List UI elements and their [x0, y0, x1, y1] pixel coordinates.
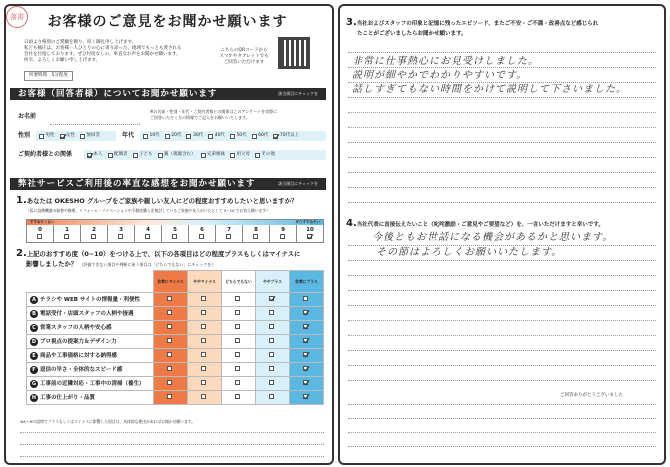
q3-answer-line: 説明が細やかでわかりやすいです。 — [352, 70, 528, 81]
option-label: 男性 — [45, 133, 55, 138]
scale-option[interactable] — [243, 225, 270, 243]
answer-line — [348, 446, 656, 447]
rating-cell[interactable] — [256, 293, 290, 307]
section-title: 弊社サービスご利用後の率直な感想をお聞かせ願います — [18, 179, 256, 189]
item-letter-badge: C — [30, 324, 38, 332]
relation-option[interactable] — [108, 152, 128, 158]
option-label: 兄弟姉妹 — [207, 152, 225, 157]
q2-question: 上記のおすすめ度（0~10）をつける上で、以下の各項目はどの程度プラスもしくはマイナスに — [26, 250, 301, 258]
rating-cell[interactable] — [188, 377, 222, 391]
checkbox[interactable] — [201, 296, 206, 301]
item-text: 工事前の近隣対応・工事中の清掃（養生） — [40, 380, 145, 387]
option-label: 配偶者 — [114, 152, 128, 157]
checkbox[interactable] — [167, 394, 172, 399]
checkbox[interactable] — [303, 352, 308, 357]
checkbox[interactable] — [108, 153, 113, 158]
name-note-line: ※お名前・性別・年代・ご契約者様との関係はこのアンケートを実際に — [150, 109, 278, 114]
checkbox[interactable] — [235, 380, 240, 385]
rating-cell[interactable] — [154, 307, 188, 321]
checkbox[interactable] — [87, 153, 92, 158]
rating-cell[interactable] — [256, 321, 290, 335]
checkbox[interactable] — [167, 366, 172, 371]
rating-cell[interactable] — [256, 391, 290, 405]
rating-cell[interactable] — [188, 363, 222, 377]
relation-label: ご契約者様との関係 — [18, 151, 73, 158]
name-note-line: ご回答いただく方の情報でご記入をお願いいたします。 — [150, 115, 250, 120]
scale-option[interactable] — [216, 225, 243, 243]
answer-line — [348, 380, 656, 381]
option-label: 10代 — [149, 133, 160, 138]
item-letter-badge: E — [30, 352, 38, 360]
checkbox[interactable] — [80, 134, 85, 139]
item-label — [27, 335, 154, 349]
answer-line — [348, 290, 656, 291]
rating-cell[interactable] — [222, 363, 256, 377]
checkbox[interactable] — [280, 234, 285, 239]
recommend-scale — [26, 219, 324, 243]
checkbox[interactable] — [235, 352, 240, 357]
intro-line: 私ども桶庄は、お客様一人ひとりの心に寄り添った、地域でもっとも愛される — [24, 46, 182, 51]
rating-cell[interactable] — [290, 363, 324, 377]
rating-cell[interactable] — [290, 391, 324, 405]
checkbox[interactable] — [269, 366, 274, 371]
checkbox[interactable] — [145, 234, 150, 239]
gender-option[interactable] — [80, 133, 100, 139]
q4-answer-line: その節はよろしくお願いいたします。 — [376, 247, 563, 258]
checkbox[interactable] — [158, 153, 163, 158]
item-text: プロ視点の提案力＆デザイン力 — [40, 338, 117, 345]
column-header: どちらでもない — [222, 271, 256, 293]
column-header: ややプラス — [256, 271, 290, 293]
table-row — [27, 377, 324, 391]
item-text: 営業スタッフの人柄や安心感 — [40, 324, 112, 331]
page-title: お客様のご意見をお聞かせ願います — [47, 14, 288, 30]
scale-option[interactable] — [297, 225, 323, 243]
rating-cell[interactable] — [222, 293, 256, 307]
gender-options — [36, 131, 116, 141]
rating-cell[interactable] — [222, 335, 256, 349]
option-label: 親（義親含む） — [164, 152, 196, 157]
rating-cell[interactable] — [256, 335, 290, 349]
checkbox[interactable] — [167, 352, 172, 357]
scale-low-label: すすめたくない — [30, 220, 55, 224]
item-text: 商品や工事価格に対する納得感 — [40, 352, 118, 359]
scale-option[interactable] — [81, 225, 108, 243]
option-label: 無回答 — [86, 133, 100, 138]
rating-cell[interactable] — [256, 307, 290, 321]
q4-question: 当社代表に直接伝えたいこと（叱咤激励・ご意見やご要望など）を、一言いただけますと幸いです。 — [356, 222, 604, 228]
scale-number: 5 — [173, 227, 177, 233]
scale-option[interactable] — [189, 225, 216, 243]
relation-option[interactable] — [158, 152, 196, 158]
item-label — [27, 293, 154, 307]
scale-option[interactable] — [135, 225, 162, 243]
option-label: 50代 — [236, 133, 247, 138]
rating-cell[interactable] — [256, 349, 290, 363]
checkbox[interactable] — [167, 380, 172, 385]
item-letter-badge: F — [30, 366, 38, 374]
thanks-text: ご回答ありがとうございました — [560, 393, 623, 398]
answer-line — [348, 187, 656, 188]
checkbox[interactable] — [118, 234, 123, 239]
q4-answer-line: 今後ともお世話になる機会があるかと思います。 — [372, 232, 614, 243]
relation-option[interactable] — [133, 152, 153, 158]
checkbox[interactable] — [165, 134, 170, 139]
relation-option[interactable] — [255, 152, 275, 158]
checkbox[interactable] — [64, 234, 69, 239]
rating-cell[interactable] — [154, 293, 188, 307]
relation-options — [84, 150, 326, 160]
rating-cell[interactable] — [256, 363, 290, 377]
age-option[interactable] — [208, 133, 225, 139]
checkbox[interactable] — [269, 380, 274, 385]
q1-text — [16, 196, 331, 206]
name-label: お名前 — [18, 113, 37, 120]
checkbox[interactable] — [133, 153, 138, 158]
checkbox[interactable] — [269, 296, 274, 301]
rating-cell[interactable] — [154, 321, 188, 335]
answer-line — [348, 127, 656, 128]
item-label — [27, 363, 154, 377]
option-label: 女性 — [66, 133, 75, 138]
checkbox[interactable] — [201, 153, 206, 158]
checkbox[interactable] — [235, 338, 240, 343]
stamp-text: 落書 — [10, 13, 24, 21]
checkbox[interactable] — [235, 310, 240, 315]
column-header: 非常にプラス — [290, 271, 324, 293]
rating-cell[interactable] — [290, 293, 324, 307]
rating-cell[interactable] — [290, 349, 324, 363]
section-header-service — [10, 178, 326, 190]
q3-text2: たことがございましたらお聞かせ願います。 — [357, 31, 467, 37]
rating-cell[interactable] — [290, 377, 324, 391]
rating-cell[interactable] — [188, 307, 222, 321]
column-header: 非常にマイナス — [154, 271, 188, 293]
intro-line: 会社を目指しております。ぜひ忖度なしの、率直なお声をお聞かせ願います。 — [24, 52, 181, 57]
checkbox[interactable] — [91, 234, 96, 239]
checkbox[interactable] — [201, 310, 206, 315]
item-letter-badge: D — [31, 338, 37, 345]
rating-cell[interactable] — [222, 321, 256, 335]
section-note: 該当項目にチェックを — [278, 181, 318, 186]
checkbox[interactable] — [37, 234, 42, 239]
q1-number: 1. — [16, 195, 27, 206]
scale-number: 3 — [119, 227, 123, 233]
scale-number: 4 — [146, 227, 150, 233]
section-title: お客様（回答者様）についてお聞かせ願います — [18, 89, 218, 99]
checkbox[interactable] — [39, 134, 44, 139]
scale-number: 7 — [227, 227, 231, 233]
rating-cell[interactable] — [154, 363, 188, 377]
rating-cell[interactable] — [290, 335, 324, 349]
option-label: 60代 — [258, 133, 269, 138]
checkbox[interactable] — [201, 352, 206, 357]
scale-number: 2 — [92, 227, 96, 233]
age-option[interactable] — [252, 133, 269, 139]
rating-cell[interactable] — [222, 349, 256, 363]
intro-line: 何卒、よろしくお願い申し上げます。 — [24, 58, 101, 63]
answer-line — [348, 335, 656, 336]
option-label: その他 — [261, 152, 275, 157]
answer-line — [348, 275, 656, 276]
checkbox[interactable] — [230, 134, 235, 139]
checkbox[interactable] — [269, 324, 274, 329]
item-label — [27, 321, 154, 335]
name-note — [150, 109, 277, 121]
q3-question: 当社およびスタッフの印象と記憶に残ったエピソード、またご不安・ご不満・改善点など感じられ — [356, 21, 599, 27]
rating-cell[interactable] — [188, 391, 222, 405]
item-text: 返信の早さ・全体的なスピード感 — [40, 366, 123, 373]
answer-line — [348, 432, 656, 433]
scale-option[interactable] — [270, 225, 297, 243]
option-label: 70代以上 — [279, 133, 300, 138]
checkbox[interactable] — [230, 153, 235, 158]
q2-note: ※A～Hの設問でプラスもしくはマイナスに影響した項目は、具体的な理由があればお聞かせ願います。 — [20, 419, 196, 424]
q2-text2 — [26, 260, 215, 269]
rating-cell[interactable] — [256, 377, 290, 391]
checkbox[interactable] — [269, 338, 274, 343]
checkbox[interactable] — [252, 134, 257, 139]
q3-answer-line: 話しすぎてもない時間をかけて説明して下さいました。 — [352, 84, 627, 95]
rating-cell[interactable] — [154, 391, 188, 405]
column-header: ややマイナス — [188, 271, 222, 293]
checkbox[interactable] — [201, 338, 206, 343]
q2-number: 2. — [16, 248, 27, 259]
answer-line — [348, 202, 656, 203]
rating-cell[interactable] — [188, 321, 222, 335]
qr-code[interactable] — [278, 37, 310, 69]
item-text: チラシや WEB サイトの情報量・利便性 — [40, 296, 140, 303]
option-label: 本人 — [93, 152, 103, 157]
qr-caption-line: スマホやタブレットでも — [219, 54, 269, 59]
answer-line — [348, 305, 656, 306]
age-option[interactable] — [186, 133, 203, 139]
option-label: 20代 — [171, 133, 182, 138]
option-label: 30代 — [192, 133, 204, 138]
table-row — [27, 335, 324, 349]
item-label — [27, 391, 154, 405]
relation-option[interactable] — [230, 152, 250, 158]
checkbox[interactable] — [201, 366, 206, 371]
checkbox[interactable] — [201, 380, 206, 385]
checkbox[interactable] — [303, 296, 308, 301]
q1-sub: （仮に設備機器の取替や修理、リフォーム・リノベーションや不動産購入を検討しているご家族や友人がいたとして 0~10 でお答え願います） — [26, 208, 270, 213]
answer-line — [348, 97, 656, 98]
intro-line: 日頃より格別のご愛顧を賜り、厚く御礼申し上げます。 — [24, 40, 137, 45]
answer-line — [20, 432, 324, 433]
checkbox[interactable] — [167, 296, 172, 301]
checkbox[interactable] — [269, 394, 274, 399]
item-text: 電話受付・店頭スタッフの人柄や接遇 — [40, 310, 134, 317]
q2-sub: （評価できない項目や判断に迷う項目は「どちらでもない」にチェックを） — [79, 262, 216, 267]
table-row — [27, 349, 324, 363]
q2-question-2: 影響しましたか？ — [26, 260, 78, 268]
checkbox[interactable] — [172, 234, 177, 239]
rating-cell[interactable] — [154, 377, 188, 391]
answer-line — [348, 112, 656, 113]
rating-cell[interactable] — [188, 335, 222, 349]
relation-option[interactable] — [201, 152, 226, 158]
rating-cell[interactable] — [222, 377, 256, 391]
answer-line — [348, 418, 656, 419]
checkbox[interactable] — [307, 234, 312, 239]
gender-label: 性別 — [18, 132, 31, 139]
influence-table — [26, 270, 324, 405]
scale-option[interactable] — [54, 225, 81, 243]
checkbox[interactable] — [303, 394, 308, 399]
checkbox[interactable] — [303, 310, 308, 315]
relation-option[interactable] — [87, 152, 103, 158]
rating-cell[interactable] — [222, 307, 256, 321]
checkbox[interactable] — [269, 310, 274, 315]
checkbox[interactable] — [269, 352, 274, 357]
rating-cell[interactable] — [290, 321, 324, 335]
option-label: 祖父母 — [236, 152, 250, 157]
intro-text — [24, 40, 214, 64]
age-option[interactable] — [143, 133, 160, 139]
qr-caption — [215, 48, 273, 66]
scale-number: 9 — [281, 227, 285, 233]
rating-cell[interactable] — [222, 391, 256, 405]
checkbox[interactable] — [235, 366, 240, 371]
gender-option[interactable] — [39, 133, 55, 139]
option-label: 40代 — [214, 133, 225, 138]
qr-caption-line: こちらのQRコードから — [220, 48, 268, 53]
section-note: 該当項目にチェックを — [278, 91, 318, 96]
age-label: 年代 — [122, 132, 135, 139]
checkbox[interactable] — [199, 234, 204, 239]
table-row — [27, 307, 324, 321]
rating-cell[interactable] — [154, 335, 188, 349]
rating-cell[interactable] — [154, 349, 188, 363]
item-label — [27, 377, 154, 391]
checkbox[interactable] — [143, 134, 148, 139]
checkbox[interactable] — [226, 234, 231, 239]
age-option[interactable] — [230, 133, 247, 139]
q4-number: 4. — [346, 218, 357, 229]
item-letter-badge: B — [30, 310, 38, 318]
checkbox[interactable] — [303, 366, 308, 371]
item-letter-badge: G — [31, 380, 37, 387]
scale-number: 10 — [306, 227, 314, 233]
section-header-respondent — [10, 88, 326, 100]
answer-line — [348, 52, 656, 53]
answer-line — [20, 444, 324, 445]
checkbox[interactable] — [186, 134, 191, 139]
checkbox[interactable] — [235, 394, 240, 399]
answer-line — [348, 350, 656, 351]
answer-line — [348, 320, 656, 321]
header-blank — [27, 271, 154, 293]
answer-line — [348, 365, 656, 366]
answer-line — [348, 157, 656, 158]
rating-cell[interactable] — [188, 349, 222, 363]
q3-text — [346, 18, 598, 29]
checkbox[interactable] — [201, 324, 206, 329]
checkbox[interactable] — [201, 394, 206, 399]
item-letter-badge: H — [31, 394, 37, 401]
name-line — [50, 124, 140, 125]
checkbox[interactable] — [235, 296, 240, 301]
checkbox[interactable] — [167, 324, 172, 329]
q1-question: あなたは OKESHO グループをご家族や親しい友人にどの程度おすすめしたいと思いますか？ — [26, 197, 298, 205]
checkbox[interactable] — [273, 134, 278, 139]
answer-line — [348, 260, 656, 261]
q3-answer-line: 非常に仕事熱心にお見受けしました。 — [352, 56, 539, 67]
gender-option[interactable] — [60, 133, 76, 139]
item-letter-badge: A — [30, 296, 38, 304]
table-row — [27, 321, 324, 335]
checkbox[interactable] — [253, 234, 258, 239]
checkbox[interactable] — [235, 324, 240, 329]
time-required: 所要時間 5分程度 — [24, 71, 73, 81]
rating-cell[interactable] — [290, 307, 324, 321]
answer-line — [20, 456, 324, 457]
age-option[interactable] — [165, 133, 182, 139]
option-label: 子ども — [139, 152, 153, 157]
answer-line — [348, 404, 656, 405]
scale-option[interactable] — [108, 225, 135, 243]
table-row — [27, 293, 324, 307]
checkbox[interactable] — [60, 134, 65, 139]
answer-line — [348, 142, 656, 143]
qr-caption-line: ご回答いただけます — [223, 60, 265, 65]
rating-cell[interactable] — [188, 293, 222, 307]
scale-option[interactable] — [162, 225, 189, 243]
answer-line — [348, 172, 656, 173]
checkbox[interactable] — [303, 380, 308, 385]
scale-option[interactable] — [27, 225, 54, 243]
checkbox[interactable] — [167, 310, 172, 315]
age-option[interactable] — [273, 133, 299, 139]
age-options — [140, 131, 326, 141]
checkbox[interactable] — [167, 338, 172, 343]
checkbox[interactable] — [208, 134, 213, 139]
q3-number: 3. — [346, 17, 357, 28]
item-label — [27, 307, 154, 321]
table-row — [27, 363, 324, 377]
scale-number: 0 — [38, 227, 42, 233]
item-label — [27, 349, 154, 363]
q4-text — [346, 219, 604, 230]
scale-number: 8 — [254, 227, 258, 233]
scale-number: 6 — [200, 227, 204, 233]
answer-line — [348, 82, 656, 83]
scale-high-label: ぜひすすめたい — [295, 220, 320, 224]
table-row — [27, 391, 324, 405]
checkbox[interactable] — [303, 338, 308, 343]
checkbox[interactable] — [303, 324, 308, 329]
item-text: 工事の仕上がり・品質 — [40, 394, 96, 401]
checkbox[interactable] — [255, 153, 260, 158]
q2-text — [16, 249, 300, 259]
scale-number: 1 — [65, 227, 69, 233]
answer-line — [348, 245, 656, 246]
